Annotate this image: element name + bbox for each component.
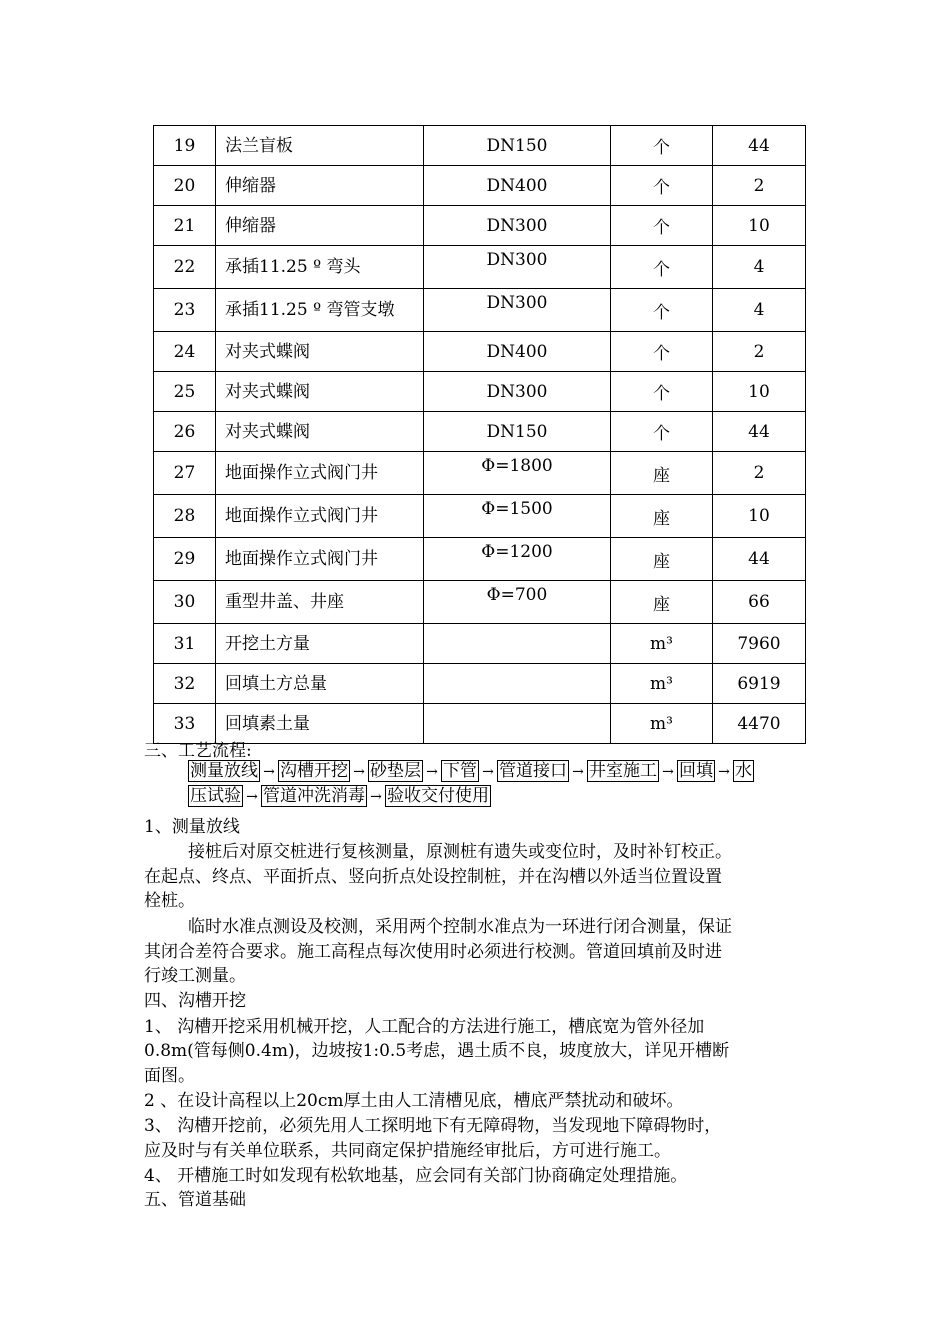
item-spec-text: DN300 bbox=[486, 293, 548, 313]
item-spec bbox=[424, 495, 611, 538]
item-spec: DN150 bbox=[424, 412, 611, 452]
arrow-icon: → bbox=[263, 764, 275, 780]
flow-step: 砂垫层 bbox=[370, 761, 421, 781]
item-unit: m³ bbox=[611, 624, 713, 664]
item-spec-text: Φ=1200 bbox=[481, 542, 553, 562]
item-quantity: 2 bbox=[713, 452, 806, 495]
paragraph-line: 0.8m(管每侧0.4m)，边坡按1:0.5考虑，遇土质不良，坡度放大，详见开槽断 bbox=[144, 1041, 730, 1061]
row-number: 30 bbox=[154, 581, 216, 624]
item-name: 地面操作立式阀门井 bbox=[216, 452, 424, 495]
arrow-icon: → bbox=[662, 764, 674, 780]
table-row bbox=[154, 372, 806, 412]
item-name: 对夹式蝶阀 bbox=[216, 412, 424, 452]
paragraph-line: 临时水准点测设及校测，采用两个控制水准点为一环进行闭合测量，保证 bbox=[188, 917, 732, 937]
item-unit: 个 bbox=[611, 126, 713, 166]
item-unit: 个 bbox=[611, 206, 713, 246]
process-flow-line2 bbox=[188, 785, 491, 807]
item-quantity: 4 bbox=[713, 289, 806, 332]
item-quantity: 4470 bbox=[713, 704, 806, 744]
row-number: 19 bbox=[154, 126, 216, 166]
table-row bbox=[154, 206, 806, 246]
item-quantity: 44 bbox=[713, 412, 806, 452]
item-spec-text: Φ=1500 bbox=[481, 499, 553, 519]
row-number: 32 bbox=[154, 664, 216, 704]
item-unit: 个 bbox=[611, 289, 713, 332]
table-row bbox=[154, 246, 806, 289]
paragraph-line: 栓桩。 bbox=[144, 891, 195, 911]
materials-table bbox=[153, 125, 806, 744]
flow-step: 管道冲洗消毒 bbox=[263, 786, 365, 806]
item-name: 回填土方总量 bbox=[216, 664, 424, 704]
table-row bbox=[154, 166, 806, 206]
arrow-icon: → bbox=[572, 764, 584, 780]
table-row bbox=[154, 289, 806, 332]
arrow-icon: → bbox=[482, 764, 494, 780]
item-spec-text: Φ=1800 bbox=[481, 456, 553, 476]
arrow-icon: → bbox=[246, 789, 258, 805]
paragraph-line: 1、 沟槽开挖采用机械开挖，人工配合的方法进行施工，槽底宽为管外径加 bbox=[144, 1017, 705, 1037]
item-quantity: 10 bbox=[713, 206, 806, 246]
item-quantity: 44 bbox=[713, 538, 806, 581]
item-unit: m³ bbox=[611, 704, 713, 744]
paragraph-line: 面图。 bbox=[144, 1066, 195, 1086]
item-spec bbox=[424, 289, 611, 332]
item-quantity: 66 bbox=[713, 581, 806, 624]
row-number: 29 bbox=[154, 538, 216, 581]
paragraph-line: 在起点、终点、平面折点、竖向折点处设控制桩，并在沟槽以外适当位置设置 bbox=[144, 867, 722, 887]
item-unit: 个 bbox=[611, 412, 713, 452]
process-flow-line1 bbox=[188, 760, 754, 782]
table-row bbox=[154, 332, 806, 372]
flow-step: 管道接口 bbox=[499, 761, 567, 781]
flow-step: 测量放线 bbox=[190, 761, 258, 781]
table-row bbox=[154, 126, 806, 166]
row-number: 23 bbox=[154, 289, 216, 332]
paragraph-line: 接桩后对原交桩进行复核测量，原测桩有遗失或变位时，及时补钉校正。 bbox=[188, 842, 732, 862]
item-unit: 个 bbox=[611, 332, 713, 372]
row-number: 21 bbox=[154, 206, 216, 246]
item-spec-text: Φ=700 bbox=[486, 585, 548, 605]
item-spec bbox=[424, 581, 611, 624]
item-name: 地面操作立式阀门井 bbox=[216, 538, 424, 581]
item-quantity: 10 bbox=[713, 495, 806, 538]
table-row bbox=[154, 664, 806, 704]
materials-table-body bbox=[154, 126, 806, 744]
item-unit: 座 bbox=[611, 581, 713, 624]
table-row bbox=[154, 581, 806, 624]
row-number: 26 bbox=[154, 412, 216, 452]
flow-step: 回填 bbox=[679, 761, 713, 781]
section4-heading: 四、沟槽开挖 bbox=[144, 991, 246, 1011]
item-name: 重型井盖、井座 bbox=[216, 581, 424, 624]
item-spec bbox=[424, 664, 611, 704]
row-number: 24 bbox=[154, 332, 216, 372]
item-spec bbox=[424, 538, 611, 581]
arrow-icon: → bbox=[426, 764, 438, 780]
item-spec bbox=[424, 452, 611, 495]
row-number: 20 bbox=[154, 166, 216, 206]
row-number: 33 bbox=[154, 704, 216, 744]
paragraph-line: 应及时与有关单位联系，共同商定保护措施经审批后，方可进行施工。 bbox=[144, 1141, 671, 1161]
arrow-icon: → bbox=[718, 764, 730, 780]
flow-step: 沟槽开挖 bbox=[280, 761, 348, 781]
item-unit: 个 bbox=[611, 166, 713, 206]
item-spec: DN400 bbox=[424, 166, 611, 206]
item-quantity: 6919 bbox=[713, 664, 806, 704]
table-row bbox=[154, 538, 806, 581]
flow-step: 下管 bbox=[443, 761, 477, 781]
row-number: 31 bbox=[154, 624, 216, 664]
table-row bbox=[154, 452, 806, 495]
flow-step: 压试验 bbox=[190, 786, 241, 806]
row-number: 28 bbox=[154, 495, 216, 538]
paragraph-line: 其闭合差符合要求。施工高程点每次使用时必须进行校测。管道回填前及时进 bbox=[144, 942, 722, 962]
item-spec: DN150 bbox=[424, 126, 611, 166]
item-unit: 座 bbox=[611, 538, 713, 581]
row-number: 22 bbox=[154, 246, 216, 289]
item-spec: DN300 bbox=[424, 372, 611, 412]
paragraph-line: 2 、在设计高程以上20cm厚土由人工清槽见底，槽底严禁扰动和破坏。 bbox=[144, 1091, 684, 1111]
arrow-icon: → bbox=[353, 764, 365, 780]
item-quantity: 10 bbox=[713, 372, 806, 412]
item-unit: 座 bbox=[611, 452, 713, 495]
row-number: 27 bbox=[154, 452, 216, 495]
sub1-heading: 1、测量放线 bbox=[144, 817, 240, 837]
arrow-icon: → bbox=[370, 789, 382, 805]
item-unit: 个 bbox=[611, 372, 713, 412]
item-spec-text: DN300 bbox=[486, 250, 548, 270]
item-spec: DN300 bbox=[424, 206, 611, 246]
row-number: 25 bbox=[154, 372, 216, 412]
item-quantity: 4 bbox=[713, 246, 806, 289]
item-name: 承插11.25 º 弯头 bbox=[216, 246, 424, 289]
flow-step: 验收交付使用 bbox=[387, 786, 489, 806]
item-spec bbox=[424, 624, 611, 664]
item-name: 伸缩器 bbox=[216, 206, 424, 246]
item-unit: m³ bbox=[611, 664, 713, 704]
table-row bbox=[154, 412, 806, 452]
flow-step: 井室施工 bbox=[589, 761, 657, 781]
item-unit: 座 bbox=[611, 495, 713, 538]
item-name: 法兰盲板 bbox=[216, 126, 424, 166]
table-row bbox=[154, 495, 806, 538]
paragraph-line: 4、 开槽施工时如发现有松软地基，应会同有关部门协商确定处理措施。 bbox=[144, 1166, 688, 1186]
section3-heading: 三、工艺流程: bbox=[144, 741, 252, 761]
item-name: 伸缩器 bbox=[216, 166, 424, 206]
item-spec bbox=[424, 246, 611, 289]
item-name: 地面操作立式阀门井 bbox=[216, 495, 424, 538]
item-quantity: 7960 bbox=[713, 624, 806, 664]
item-spec: DN400 bbox=[424, 332, 611, 372]
item-unit: 个 bbox=[611, 246, 713, 289]
paragraph-line: 3、 沟槽开挖前，必须先用人工探明地下有无障碍物，当发现地下障碍物时， bbox=[144, 1116, 722, 1136]
item-name: 开挖土方量 bbox=[216, 624, 424, 664]
item-quantity: 2 bbox=[713, 166, 806, 206]
item-name: 承插11.25 º 弯管支墩 bbox=[216, 289, 424, 332]
table-row bbox=[154, 624, 806, 664]
item-name: 对夹式蝶阀 bbox=[216, 332, 424, 372]
paragraph-line: 行竣工测量。 bbox=[144, 966, 246, 986]
item-quantity: 44 bbox=[713, 126, 806, 166]
item-spec bbox=[424, 704, 611, 744]
section5-heading: 五、管道基础 bbox=[144, 1190, 246, 1210]
item-quantity: 2 bbox=[713, 332, 806, 372]
flow-step: 水 bbox=[735, 761, 752, 781]
item-name: 对夹式蝶阀 bbox=[216, 372, 424, 412]
item-name: 回填素土量 bbox=[216, 704, 424, 744]
